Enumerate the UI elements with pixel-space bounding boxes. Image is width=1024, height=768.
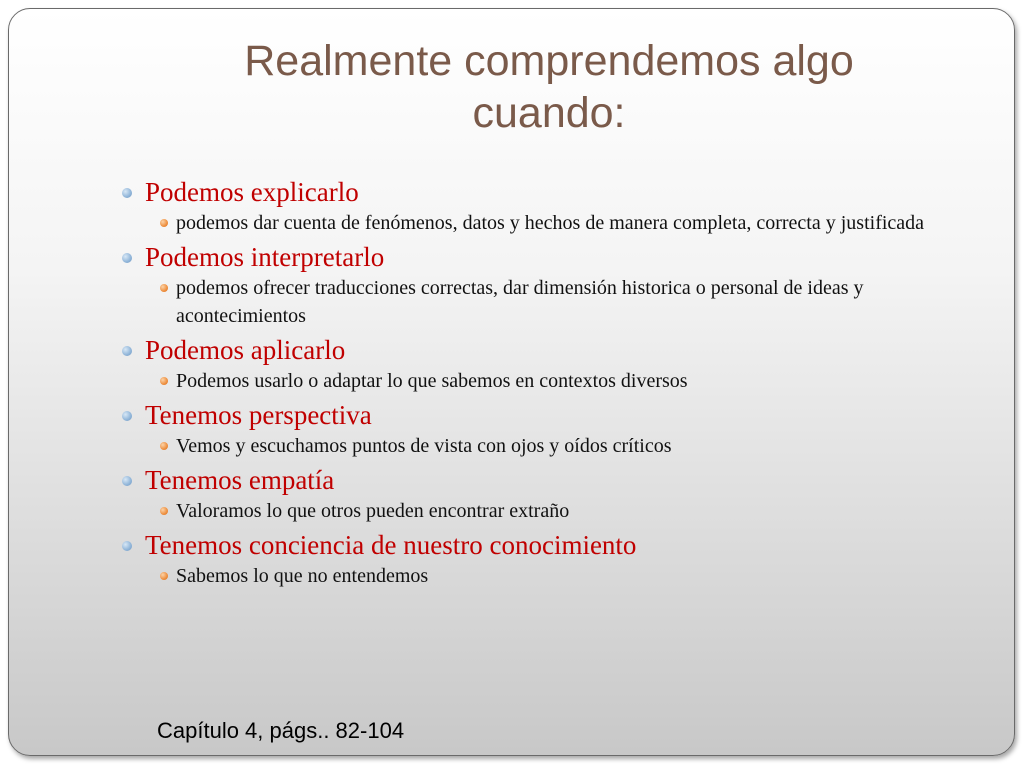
sub-bullet-text: podemos dar cuenta de fenómenos, datos y hechos de manera completa, correcta y justificada (176, 212, 925, 234)
orange-bullet-icon (160, 377, 168, 385)
bullet-point-explicarlo (117, 175, 977, 209)
chapter-reference: Capítulo 4, págs.. 82-104 (157, 718, 405, 743)
sub-bullet-text: Sabemos lo que no entendemos (176, 565, 429, 587)
sub-bullet-aplicarlo (117, 367, 977, 395)
blue-bullet-icon (122, 346, 132, 356)
bullet-heading: Podemos aplicarlo (145, 335, 346, 365)
blue-bullet-icon (122, 188, 132, 198)
orange-bullet-icon (160, 284, 168, 292)
bullet-heading: Tenemos conciencia de nuestro conocimiento (145, 530, 637, 560)
bullet-point-empatia (117, 463, 977, 497)
blue-bullet-icon (122, 411, 132, 421)
blue-bullet-icon (122, 541, 132, 551)
orange-bullet-icon (160, 572, 168, 580)
bullet-heading: Podemos interpretarlo (145, 242, 385, 272)
bullet-point-aplicarlo (117, 333, 977, 367)
slide-title-line-2: cuando: (472, 89, 626, 137)
bullet-heading: Tenemos perspectiva (145, 400, 372, 430)
bullet-point-conciencia (117, 528, 977, 562)
bullet-point-perspectiva (117, 398, 977, 432)
sub-bullet-perspectiva (117, 432, 977, 460)
blue-bullet-icon (122, 476, 132, 486)
sub-bullet-empatia (117, 497, 977, 525)
sub-bullet-text: Valoramos lo que otros pueden encontrar extraño (176, 500, 570, 522)
slide-title-line-1: Realmente comprendemos algo (244, 37, 854, 85)
orange-bullet-icon (160, 507, 168, 515)
bullet-list (117, 175, 977, 593)
sub-bullet-text: Vemos y escuchamos puntos de vista con ojos y oídos críticos (176, 435, 672, 457)
sub-bullet-conciencia (117, 562, 977, 590)
bullet-heading: Podemos explicarlo (145, 177, 359, 207)
slide-title (49, 35, 1015, 139)
bullet-heading: Tenemos empatía (145, 465, 335, 495)
sub-bullet-interpretarlo (117, 274, 977, 330)
orange-bullet-icon (160, 442, 168, 450)
orange-bullet-icon (160, 219, 168, 227)
blue-bullet-icon (122, 253, 132, 263)
sub-bullet-text: podemos ofrecer traducciones correctas, dar dimensión historica o personal de ideas y acontecimientos (176, 277, 864, 327)
bullet-point-interpretarlo (117, 240, 977, 274)
sub-bullet-text: Podemos usarlo o adaptar lo que sabemos en contextos diversos (176, 370, 688, 392)
slide (8, 8, 1015, 756)
sub-bullet-explicarlo (117, 209, 977, 237)
